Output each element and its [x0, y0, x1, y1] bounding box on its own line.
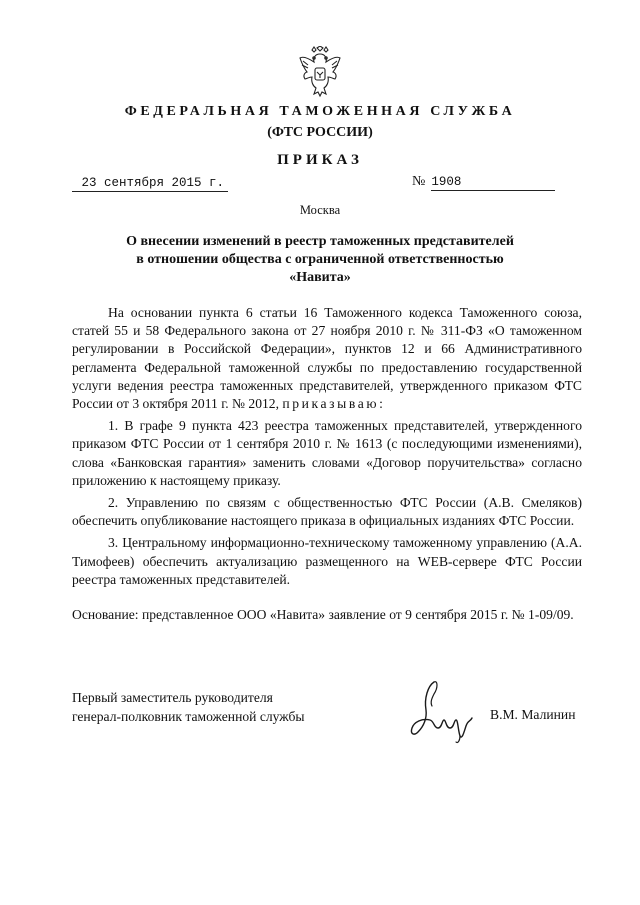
- agency-short-name: (ФТС РОССИИ): [267, 125, 373, 140]
- handwritten-signature-icon: [404, 676, 486, 746]
- russian-coat-of-arms-icon: [298, 46, 342, 98]
- basis-text: Основание: представленное ООО «Навита» заявление от 9 сентября 2015 г. № 1-09/09.: [72, 607, 574, 622]
- order-body: [72, 304, 582, 593]
- item-1: 1. В графе 9 пункта 423 реестра таможенных представителей, утвержденного приказом ФТС России от 1 сентября 2010 г. № 1613 (с последующими изменениями), слова «Банковская гарантия» заменить словами «Договор поручительства» согласно приложению к настоящему приказу.: [72, 418, 582, 488]
- subject-line-3: «Навита»: [289, 270, 351, 285]
- city: Москва: [299, 203, 341, 217]
- item-3: 3. Центральному информационно-техническому таможенному управлению (А.А. Тимофеев) обеспечить актуализацию размещенного на WEB-сервере ФТС России реестра таможенных представителей.: [72, 535, 582, 587]
- position-line-1: Первый заместитель руководителя: [72, 690, 273, 705]
- agency-name: ФЕДЕРАЛЬНАЯ ТАМОЖЕННАЯ СЛУЖБА: [124, 104, 516, 119]
- subject-line-1: О внесении изменений в реестр таможенных представителей: [126, 234, 514, 249]
- order-word: приказываю:: [282, 396, 386, 412]
- document-type: ПРИКАЗ: [277, 152, 363, 168]
- order-number: 1908: [431, 174, 555, 191]
- number-sign: №: [412, 174, 426, 189]
- subject-line-2: в отношении общества с ограниченной ответственностью: [136, 252, 504, 267]
- intro-text: На основании пункта 6 статьи 16 Таможенного кодекса Таможенного союза, статей 55 и 58 Федерального закона от 27 ноября 2010 г. № 311-ФЗ «О таможенном регулировании в Российской Федерации», пунктов 12 и 66 Административного регламента Федеральной таможенной службы по предоставлению государственной услуги ведения реестра таможенных представителей, утвержденного приказом ФТС России от 3 октября 2011 г. № 2012,: [72, 305, 582, 412]
- signatory-position: [72, 688, 305, 726]
- position-line-2: генерал-полковник таможенной службы: [72, 709, 305, 724]
- order-date: 23 сентября 2015 г.: [72, 175, 228, 192]
- intro-paragraph: [72, 304, 582, 413]
- basis-block: [72, 606, 582, 624]
- order-number-block: [412, 173, 555, 191]
- item-2: 2. Управлению по связям с общественностью ФТС России (А.В. Смеляков) обеспечить опубликование настоящего приказа в официальных изданиях ФТС России.: [72, 495, 582, 529]
- order-subject: [100, 233, 540, 287]
- signatory-name: В.М. Малинин: [490, 707, 576, 722]
